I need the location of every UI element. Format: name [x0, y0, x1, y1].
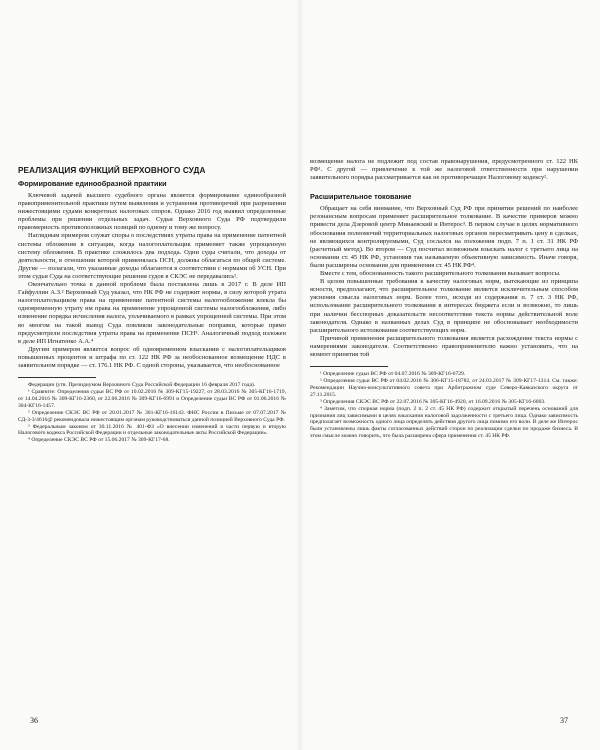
paragraph: возмещение налога не подлежит под состав правонарушения, предусмотренного ст. 122 НК РФ¹. С другой — привлечение к той же налоговой ответственности при нарушении заявительного порядка рассматривается как не противоречащее Налоговому кодексу². — [310, 158, 578, 182]
page-number-right: 37 — [560, 716, 568, 725]
subsection-title: Формирование единообразной практики — [18, 179, 167, 188]
footnote: ² Определения судьи ВС РФ от 04.02.2016 № 306-КГ15-18782, от 24.03.2017 № 309-КГ17-1314. См. также: Рекомендации Научно-консультативного совета при Арбитражном суде Северо-Кавказского округа от 27.11.2015. — [310, 377, 578, 398]
paragraph: Ключевой задачей высшего судебного органа является формирование единообразной правоприменительной практики путем выявления и устранения противоречий при разрешении нижестоящими судами конкретных налоговых споров. Однако 2016 год выявил определенные проблемы при решении отдельных задач. Судьи Верховного Суда РФ подтвердили правомерность противоположных позиций по одному и тому же вопросу. — [18, 192, 286, 232]
footnote: ³ Федеральным законом от 30.11.2016 № 401-ФЗ «О внесении изменений в части первую и вторую Налогового кодекса Российской Федерации и отдельные законодательные акты Российской Федерации». — [18, 423, 286, 437]
footnote: ³ Определения СКЭС ВС РФ от 22.07.2016 № 305-КГ16-4920, от 16.09.2016 № 305-КГ16-6003. — [320, 398, 546, 405]
paragraph: Окончательно точка в данной проблеме была поставлена лишь в 2017 г. В деле ИП Гайфуллин А.З.² Верховный Суд указал, что НК РФ не содержит нормы, в силу которой утрата налогоплательщиком права на применение патентной системы налогообложения влекла бы одновременную утрату им права на применение упрощенной системы налогообложения, либо изменение порядка исчисления налога, уплачиваемого в рамках упрощенной системы. При этом во многом на такой вывод Суда повлияли законодательные поправки, которые прямо предусмотрели последствия утраты права на применение ПСН³. Аналогичный подход изложен в деле ИП Игнатенко А.А.⁴ — [18, 281, 286, 345]
footnote: ⁴ Заметим, что спорная норма (подп. 2 п. 2 ст. 45 НК РФ) содержит открытый перечень оснований для признания лиц зависимыми в целях взыскания налоговой задолженности с третьего лица. Однако зависимость предполагает возможность одного лица определять действия другого лица помимо его воли. В деле же Интерос были установлены лишь факты согласованных действий сторон по реализации сделки по продаже бизнеса. В этом смысле можно говорить, что была расширена сфера применения ст. 45 НК РФ. — [310, 405, 578, 440]
page-number-left: 36 — [30, 716, 38, 725]
footnote: Федерации (утв. Президиумом Верховного Суда Российской Федерации 16 февраля 2017 года). — [28, 382, 256, 389]
paragraph: Другим примером является вопрос об одновременном взыскании с налогоплательщиков повышенных процентов и штрафа по ст. 122 НК РФ за необоснованное возмещение НДС в заявительном порядке — ст. 176.1 НК РФ. С одной стороны, указывается, что необоснованное — [18, 345, 286, 369]
paragraph: В целом повышенные требования к качеству налоговых норм, вытекающие из принципа ясности, предполагают, что расширительное толкование является исключительным способом уяснения смысла налоговых норм. Более того, исходя из содержания п. 7 ст. 3 НК РФ, использование расширительного толкования в интересах бюджета если и возможно, то лишь при наличии бесспорных доказательств несоответствия текста нормы действительной воле законодателя. Однако в названных делах Суд в принципе не обосновывает необходимости расширительного истолкования соответствующих норм. — [310, 278, 578, 334]
paragraph: Обращает на себя внимание, что Верховный Суд РФ при принятии решений по наиболее резонансным вопросам применяет расширительное толкование. В качестве примеров можно привести дела Дзеровой центр Минаевский и Интерос³. В первом случае в целях нормативного обоснования полномочий территориальных налоговых органов пересматривать цену в сделках, не являющихся контролируемыми, Суд сослался на положения подп. 7 п. 1 ст. 31 НК РФ (расчетный метод). Во втором — Суд посчитал возможным взыскать налог с третьего лица на основании ст. 45 НК РФ, установив так называемую объективную зависимость. Иначе говоря, были расширены основания для применения ст. 45 НК РФ⁴. — [310, 205, 578, 269]
book-gutter — [296, 0, 304, 750]
footnote-divider — [18, 377, 96, 378]
footnote: ² Определение СКЭС ВС РФ от 20.01.2017 № 301-КГ16-16143. ФНС России в Письме от 07.07.2017 № СД-3-3/4616@ рекомендовала нижестоящим органам руководствоваться данной позицией Верховного Суда РФ. — [18, 409, 286, 423]
footnote: ¹ Сравните: Определения судьи ВС РФ от 10.02.2016 № 309-КГ15-19227, от 28.03.2016 № 305-КГ16-1719, от 14.04.2016 № 309-КГ16-2360, от 22.06.2016 № 309-КГ16-6991 и Определение судьи ВС РФ от 01.06.2016 № 304-КГ16-1457. — [18, 388, 286, 409]
paragraph: Причиной применения расширительного толкования является расхождение текста нормы с намерениями законодателя. Соответственно правоприменителю важно установить, что на момент принятия той — [310, 334, 578, 358]
paragraph: Наглядным примером служат споры о последствиях утраты права на применение патентной системы обложения в ситуации, когда налогоплательщик применяет также упрощенную систему обложения. В практике сложилось два подхода. Одни суды считали, что доходы от деятельности, в отношении которой применялась ПСН, должны облагаться по общей системе. Другие — полагали, что указанные доходы облагаются в соответствии с нормами об УСН. При этом судьи Суда на соответствующие решения судов в СКЭС не передавались¹. — [18, 232, 286, 280]
section-title: РЕАЛИЗАЦИЯ ФУНКЦИЙ ВЕРХОВНОГО СУДА — [18, 166, 206, 175]
left-page — [18, 158, 286, 444]
footnote: ⁴ Определение СКЭС ВС РФ от 15.06.2017 № 309-КГ17-68. — [28, 437, 170, 444]
subsection-title: Расширительное токование — [310, 192, 412, 202]
paragraph: Вместе с тем, обоснованность такого расширительного толкования вызывает вопросы. — [320, 270, 561, 278]
footnote: ¹ Определение судьи ВС РФ от 04.07.2016 № 309-КГ16-6729. — [320, 371, 466, 378]
right-page — [310, 158, 578, 440]
footnote-divider — [310, 366, 388, 367]
